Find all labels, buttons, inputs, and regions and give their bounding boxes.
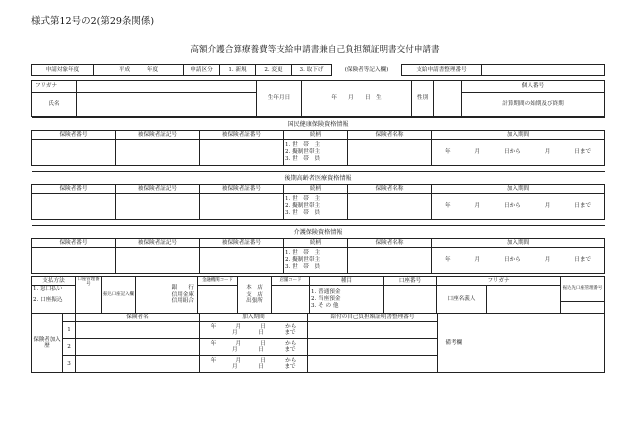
col-insurer-no: 保険者番号 <box>32 185 116 194</box>
payment-method-options[interactable]: 1. 窓口払い 2. 口座振込 <box>32 286 76 314</box>
form-title: 高額介護合算療養費等支給申請書兼自己負担額証明書交付申請書 <box>190 45 440 55</box>
col-card-symbol: 被保険者証記号 <box>116 239 200 248</box>
name-field[interactable] <box>77 93 257 117</box>
account-type-options[interactable]: 1. 普通預金 2. 当座預金 3. そ の 他 <box>310 286 384 314</box>
period-start-end-label: 計算期間の始期及び終期 <box>462 93 605 117</box>
card-no-field[interactable] <box>200 194 284 220</box>
relation-options[interactable]: 1. 世 帯 主 2. 擬制世帯主 3. 世 帯 員 <box>284 248 348 274</box>
category-withdraw[interactable]: 3. 取下げ <box>292 65 332 76</box>
period-field[interactable]: 年 月 日から 月 日まで <box>432 140 605 166</box>
branch-code-label: 店舗コード <box>272 277 310 286</box>
col-relation: 続柄 <box>284 185 348 194</box>
relation-options[interactable]: 1. 世 帯 主 2. 擬制世帯主 3. 世 帯 員 <box>284 140 348 166</box>
insurer-no-field[interactable] <box>32 194 116 220</box>
bank-type-field[interactable]: 銀 行 信用金庫 信用組合 <box>136 277 198 314</box>
card-no-field[interactable] <box>200 248 284 274</box>
control-no-field[interactable] <box>482 65 605 76</box>
card-symbol-field[interactable] <box>116 248 200 274</box>
payment-furigana-label: フリガナ <box>437 277 561 286</box>
remarks-label: 備考欄 <box>438 314 470 373</box>
bank-code-field[interactable] <box>198 286 238 314</box>
applicant-year-label: 申請対象年度 <box>32 65 94 76</box>
category-label: 申請区分 <box>184 65 220 76</box>
section-title: 国民健康保険資格情報 <box>32 118 605 131</box>
account-no-label: 口座番号 <box>384 277 437 286</box>
remarks-field[interactable] <box>470 314 605 373</box>
type-label: 種目 <box>310 277 384 286</box>
section-title: 介護保険資格情報 <box>32 226 605 239</box>
card-no-field[interactable] <box>200 140 284 166</box>
col-card-no: 被保険者証番号 <box>200 185 284 194</box>
sex-label: 性別 <box>412 81 434 117</box>
period-field[interactable]: 年 月 日から 月 日まで <box>432 248 605 274</box>
col-period: 加入期間 <box>432 185 605 194</box>
insurer-name-field[interactable] <box>348 140 432 166</box>
col-insurer-no: 保険者番号 <box>32 131 116 140</box>
history-cert-field[interactable] <box>308 322 438 339</box>
branch-options[interactable]: 本 店 支 店 出張所 <box>238 277 272 314</box>
sex-field[interactable] <box>434 81 462 117</box>
card-symbol-field[interactable] <box>116 194 200 220</box>
history-insurer-field[interactable] <box>76 356 200 373</box>
history-block <box>31 313 605 373</box>
relation-options[interactable]: 1. 世 帯 主 2. 擬制世帯主 3. 世 帯 員 <box>284 194 348 220</box>
col-insurer-name: 保険者名称 <box>348 131 432 140</box>
history-period-field[interactable]: 年 月 日 から 月 日 まで <box>200 339 308 356</box>
transfer-entry-label: 振込口座記入欄 <box>102 277 136 314</box>
col-period: 加入期間 <box>432 239 605 248</box>
individual-no-label: 個人番号 <box>462 81 605 93</box>
account-control-label: 口座管理番号 <box>76 277 102 314</box>
history-row-no: 3 <box>63 356 76 373</box>
dob-label: 生年月日 <box>257 81 302 117</box>
history-insurer-field[interactable] <box>76 322 200 339</box>
branch-code-field[interactable] <box>272 286 310 314</box>
col-insurer-name: 保険者名称 <box>348 239 432 248</box>
era-year-field[interactable]: 平成 年度 <box>94 65 184 76</box>
col-insurer-name: 保険者名称 <box>348 185 432 194</box>
section-care <box>31 225 605 274</box>
history-period-field[interactable]: 年 月 日 から 月 日 まで <box>200 322 308 339</box>
history-insurer-field[interactable] <box>76 339 200 356</box>
section-title: 後期高齢者医療資格情報 <box>32 172 605 185</box>
furigana-field[interactable] <box>77 81 257 93</box>
col-period: 加入期間 <box>432 131 605 140</box>
insurer-name-field[interactable] <box>348 194 432 220</box>
control-no-label: 支給申請書整理番号 <box>402 65 482 76</box>
history-cert-field[interactable] <box>308 339 438 356</box>
history-period-field[interactable]: 年 月 日 から 月 日 まで <box>200 356 308 373</box>
destination-label: 振込先口座管理番号 <box>561 277 605 302</box>
destination-field[interactable] <box>561 302 605 314</box>
history-col-cert: 給付の自己負担額証明書整理番号 <box>308 314 438 322</box>
history-col-period: 加入期間 <box>200 314 308 322</box>
history-cert-field[interactable] <box>308 356 438 373</box>
history-col-insurer: 保険者名 <box>76 314 200 322</box>
payment-block <box>31 276 605 314</box>
col-card-no: 被保険者証番号 <box>200 239 284 248</box>
category-new[interactable]: 1. 新規 <box>220 65 256 76</box>
col-card-no: 被保険者証番号 <box>200 131 284 140</box>
col-card-symbol: 被保険者証記号 <box>116 131 200 140</box>
person-block <box>31 80 605 117</box>
category-change[interactable]: 2. 変更 <box>256 65 292 76</box>
history-row-no: 2 <box>63 339 76 356</box>
account-holder-label: 口座名義人 <box>437 286 487 314</box>
card-symbol-field[interactable] <box>116 140 200 166</box>
insurer-no-field[interactable] <box>32 248 116 274</box>
insurer-entry-label: (保険者等記入欄) <box>344 66 389 73</box>
name-label: 氏名 <box>32 93 77 117</box>
furigana-label: フリガナ <box>32 81 77 93</box>
section-elderly <box>31 171 605 220</box>
section-nhi <box>31 117 605 166</box>
account-holder-field[interactable] <box>487 286 561 314</box>
dob-field[interactable]: 年 月 日 生 <box>302 81 412 117</box>
payment-method-label: 支払方法 <box>32 277 76 286</box>
history-header-blank <box>63 314 76 322</box>
insurer-no-field[interactable] <box>32 140 116 166</box>
col-relation: 続柄 <box>284 131 348 140</box>
history-label: 保険者加入歴 <box>32 314 63 373</box>
bank-code-label: 金融機関コード <box>198 277 238 286</box>
account-no-field[interactable] <box>384 286 437 314</box>
insurer-name-field[interactable] <box>348 248 432 274</box>
form-number: 様式第12号の2(第29条関係) <box>31 16 155 27</box>
history-row-no: 1 <box>63 322 76 339</box>
col-insurer-no: 保険者番号 <box>32 239 116 248</box>
col-card-symbol: 被保険者証記号 <box>116 185 200 194</box>
period-field[interactable]: 年 月 日から 月 日まで <box>432 194 605 220</box>
header-row <box>31 64 605 76</box>
col-relation: 続柄 <box>284 239 348 248</box>
